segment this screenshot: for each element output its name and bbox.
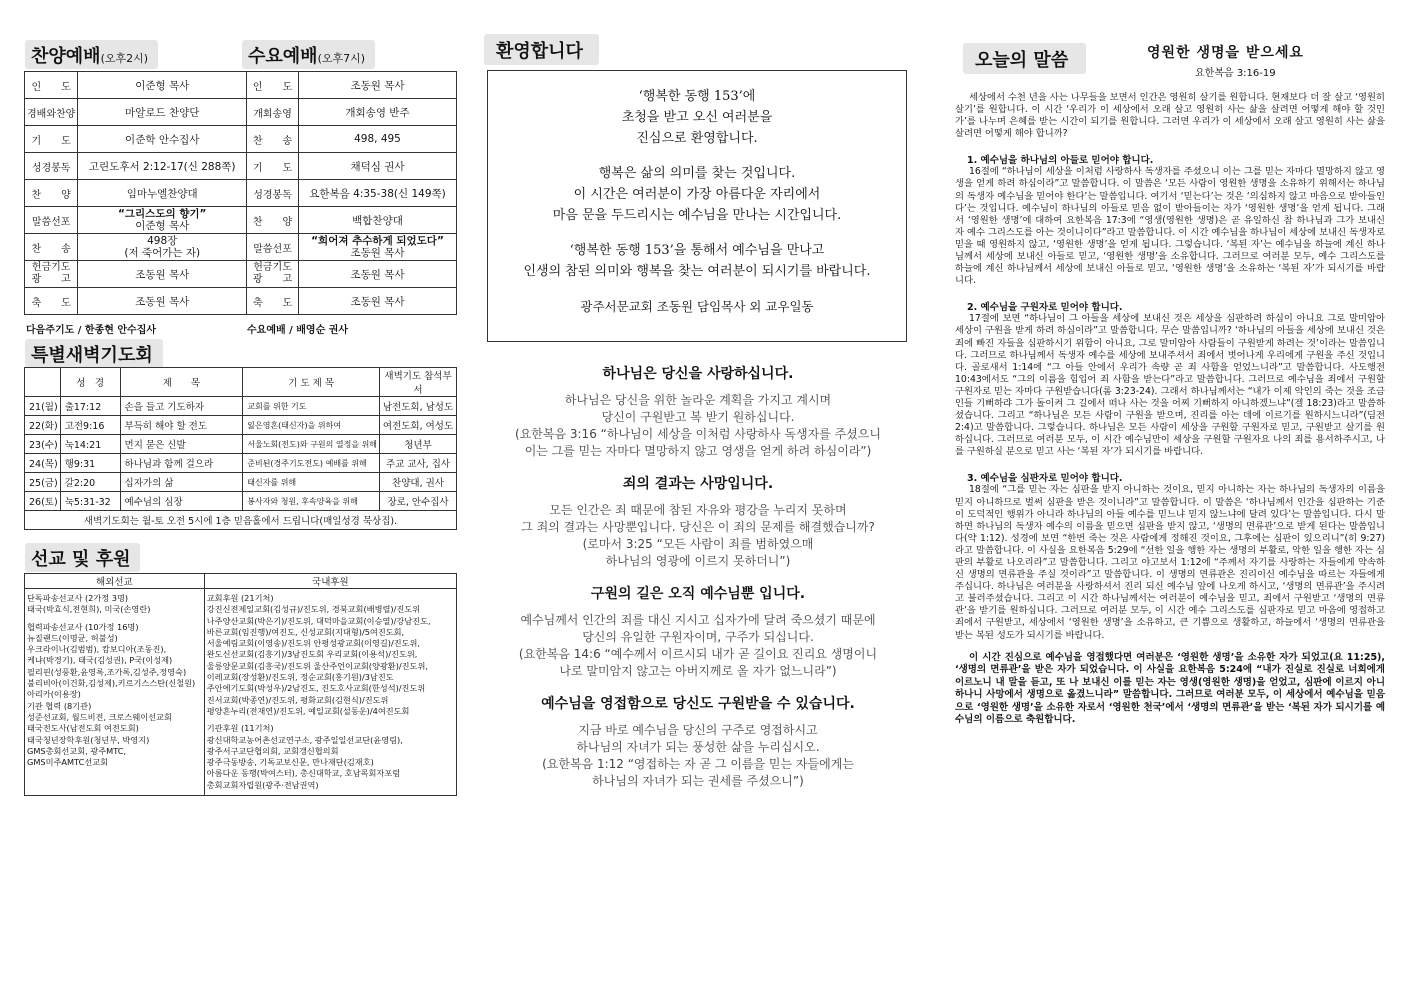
next-week-prayer: 다음주기도 / 한종현 안수집사	[26, 325, 157, 336]
service-value: 백합찬양대	[299, 207, 457, 234]
dawn-cell: 25(금)	[25, 473, 61, 492]
dawn-row	[25, 397, 457, 416]
dawn-header: 제 목	[120, 368, 243, 397]
gospel-line: (요한복음 3:16 “하나님이 세상을 이처럼 사랑하사 독생자를 주셨으니	[515, 427, 881, 441]
list-item: 울릉양문교회(김흥국)/진도위 울산주언이교회(양광환)/진도위,	[206, 660, 428, 671]
service-label: 말씀선포	[247, 234, 299, 261]
dawn-cell: 잃은영혼(태신자)을 위하여	[243, 416, 380, 435]
service-value: 채덕심 권사	[299, 153, 457, 180]
sermon-intro: 세상에서 수천 년을 사는 나무들을 보면서 인간은 영원히 살기를 원합니다. 현재보다 더 잘 살고 ‘영원히 살기’를 원합니다. 이 시간 ‘우리가 이 세상에서 오래 살고 영원히 사는 삶을 살려면 어떻게 해야 할 것인가’를 나누며 은혜를 받는 시간이 되기를 원합니다. 그러면 우리가 이 세상에서 오래 살고 영원히 사는 삶을 살려면 어떻게 해야 합니까?	[955, 92, 1385, 140]
sermon-points	[955, 152, 1385, 641]
welcome-box	[487, 70, 907, 342]
gospel-line: 하나님의 영광에 이르지 못하더니”)	[605, 554, 791, 568]
hymn-description: (저 죽어가는 자)	[124, 247, 201, 259]
gospel-section	[484, 474, 912, 570]
overseas-mission-header: 해외선교	[25, 574, 205, 589]
service-label: 찬 양	[25, 180, 78, 207]
list-item: 성준선교회, 월드비전, 크로스웨이선교회	[27, 711, 172, 722]
list-item: 아리카(이용장)	[27, 689, 81, 700]
domestic-support-list	[204, 589, 456, 796]
dawn-header: 새벽기도 참석부서	[380, 368, 457, 397]
wednesday-service-time: (오후7시)	[317, 52, 366, 65]
dawn-cell: 23(수)	[25, 435, 61, 454]
gospel-section-title: 하나님은 당신을 사랑하십니다.	[602, 366, 794, 382]
gospel-sections	[484, 354, 912, 790]
dawn-cell: 청년부	[380, 435, 457, 454]
gospel-section	[484, 584, 912, 680]
dawn-cell: 갈2:20	[60, 473, 120, 492]
mission-heading	[25, 543, 140, 572]
gospel-line: 당신의 유일한 구원자이며, 구주가 되십니다.	[582, 630, 814, 644]
service-row	[25, 99, 457, 126]
list-item: 아름다운 동행(박여스터), 총신대학교, 호남목회자포럼	[206, 768, 401, 779]
list-item: 기관 협력 (8기관)	[27, 700, 92, 711]
service-label: 개회송영	[247, 99, 299, 126]
list-item: GMS미주AMTC선교회	[27, 757, 109, 768]
dawn-row	[25, 473, 457, 492]
service-row	[25, 288, 457, 315]
dawn-cell: 하나님과 함께 걸으라	[120, 454, 243, 473]
dawn-header: 기 도 제 목	[243, 368, 380, 397]
service-label: 인 도	[25, 72, 78, 99]
offering-sub-label: 광 고	[31, 274, 71, 285]
sermon-point-heading: 1. 예수님을 하나님의 아들로 믿어야 합니다.	[967, 155, 1154, 167]
service-label: 성경봉독	[247, 180, 299, 207]
service-value: 요한복음 4:35-38(신 149쪽)	[299, 180, 457, 207]
dawn-cell: 손을 들고 기도하자	[120, 397, 243, 416]
service-label: 찬 송	[25, 234, 78, 261]
dawn-cell: 26(토)	[25, 492, 61, 511]
sunday-service-title: 찬양예배	[31, 46, 101, 67]
dawn-cell: 장로, 안수집사	[380, 492, 457, 511]
list-item: 광신대학교농어촌선교연구소, 광주일일선교단(윤영림),	[206, 734, 403, 745]
welcome-line: ‘행복한 동행 153’을 통해서 예수님을 만나고	[569, 243, 825, 258]
list-item: 강진신전제일교회(김성규)/진도위, 경북교회(배병렬)/진도위	[206, 604, 421, 615]
list-item: 진서교회(박종연)/진도위, 평화교회(김현식)/진도위	[206, 694, 389, 705]
sunday-service-time: (오후2시)	[100, 52, 149, 65]
service-row	[25, 234, 457, 261]
service-label: 말씀선포	[25, 207, 78, 234]
gospel-line: 그 죄의 결과는 사망뿐입니다. 당신은 이 죄의 문제를 해결했습니까?	[521, 520, 875, 534]
sermon-preacher: 이준형 목사	[135, 220, 190, 232]
gospel-section-title: 구원의 길은 오직 예수님뿐 입니다.	[590, 586, 806, 602]
service-value: 조동원 목사	[78, 288, 247, 315]
list-item: 태국(박효식,전현희), 미국(손영란)	[27, 604, 151, 615]
service-label: 인 도	[247, 72, 299, 99]
service-value: 498장 (저 죽어가는 자)	[78, 234, 247, 261]
service-label: 헌금기도 광 고	[247, 261, 299, 288]
dawn-row	[25, 454, 457, 473]
sermon-reference: 요한복음 3:16-19	[1195, 68, 1276, 79]
gospel-line: 모든 인간은 죄 때문에 참된 자유와 평강을 누리지 못하며	[549, 503, 847, 517]
list-item: 나주양산교회(박은기)/진도위, 대덕마을교회(이승열)/강남진도,	[206, 615, 431, 626]
service-value: 이준학 안수집사	[78, 126, 247, 153]
list-item: 태국청년장학후원(청년부, 박영지)	[27, 734, 150, 745]
list-item: 평양흔누리(전재연)/진도위, 예일교회(설동운)/4여진도회	[206, 705, 410, 716]
wednesday-prayer: 수요예배 / 배영순 권사	[247, 325, 349, 336]
welcome-line: 행복은 삶의 의미를 찾는 것입니다.	[598, 166, 796, 181]
gospel-line: 하나님은 당신을 위한 놀라운 계획을 가지고 계시며	[564, 393, 832, 407]
list-item: 필리핀(성풍환,윤영록,조가록,김성주,정영숙)	[27, 666, 187, 677]
dawn-cell: 행9:31	[60, 454, 120, 473]
dawn-cell: 남전도회, 남성도	[380, 397, 457, 416]
sermon-point-body: 18절에 “그를 믿는 자는 심판을 받지 아니하는 것이요, 믿지 아니하는 자는 하나님의 독생자의 이름을 믿지 아니하므로 벌써 심판을 받은 것이니라”고 말씀합니다. 이 말씀은 ‘하나님께서 인간을 심판하는 기준이 도덕적인 행위가 아니라 하나님의 아들 예수를 믿느냐 믿지 않느냐에 달려 있다’는 말씀입니다. 다시 말하면 하나님의 독생자 예수의 이름을 믿으면 심판을 받지 않고, ‘생명의 면류관’으로 받게 된다는 말씀입니다(약 1:12). 성경에 보면 “한번 죽는 것은 사람에게 정해진 것이요, 그후에는 심판이 있으리니”(히 9:27)라고 말씀합니다. 이 사실을 요한복음 5:29에 “선한 일을 행한 자는 생명의 부활로, 악한 일을 행한 자는 심판의 부활로 나오리라”고 말씀합니다. 그리고 야고보서 1:12에 “주께서 자기를 사랑하는 자들에게 약속하신 생명의 면류관을 주실 것이라”고 말씀합니다. 이 생명의 면류관은 진리이신 예수님을 따르는 자들에게 주십니다. 하나님은 여러분을 사랑하셔서 진리 되신 예수님 앞에 나오게 하시고, ‘생명의 면류관’을 주시려고 불러주셨습니다. 그리고 이 시간 하나님께서는 여러분이 예수님을 믿고, 죄에서 구원받고 ‘생명의 면류관’을 받기를 원하십니다. 그러므로 여러분 모두, 이 시간 예수 그리스도를 심판자로 믿고 마음에 영접하고 죄에서 구원받고, 세상에서 ‘영원한 생명’을 소유하고, 큰 기쁨으로 생활하고, 하늘에서 ‘생명의 면류관을 받는 복된 성도가 되시기를 바랍니다.	[955, 484, 1385, 641]
service-value: 498, 495	[299, 126, 457, 153]
dawn-row	[25, 435, 457, 454]
dawn-cell: 24(목)	[25, 454, 61, 473]
dawn-cell: 준비된(경주기도전도) 예배를 위해	[243, 454, 380, 473]
service-order-table	[24, 71, 457, 315]
welcome-line: 인생의 참된 의미와 행복을 찾는 여러분이 되시기를 바랍니다.	[523, 264, 871, 279]
service-label: 성경봉독	[25, 153, 78, 180]
welcome-title: 환영합니다	[496, 41, 583, 62]
sunday-service-heading	[25, 40, 158, 69]
list-item: 주안에기도회(박성우)/2남진도, 진도호사교회(한성석)/진도위	[206, 683, 426, 694]
dawn-cell: 눅5:31-32	[60, 492, 120, 511]
dawn-cell: 먼지 묻은 신발	[120, 435, 243, 454]
gospel-line: 지금 바로 예수님을 당신의 구주로 영접하시고	[578, 723, 818, 737]
service-label: 기 도	[25, 126, 78, 153]
dawn-cell: 태신자를 위해	[243, 473, 380, 492]
list-item: 협력파송선교사 (10가정 16명)	[27, 621, 139, 632]
list-item: 단독파송선교사 (2가정 3명)	[27, 593, 129, 603]
sermon-body	[955, 92, 1385, 736]
list-item: 교회후원 (21기처)	[206, 593, 274, 603]
service-label: 경배와찬양	[25, 99, 78, 126]
offering-sub-label: 광 고	[252, 274, 293, 285]
list-item: 이레교회(장성환)/진도위, 정순교회(홍기원)/3남진도	[206, 672, 394, 683]
welcome-line: 초청을 받고 오신 여러분을	[621, 110, 773, 125]
service-value: 임마누엘찬양대	[78, 180, 247, 207]
gospel-line: 하나님의 자녀가 되는 풍성한 삶을 누리십시오.	[576, 740, 820, 754]
list-item: GMS총회선교회, 광주MTC,	[27, 745, 127, 756]
welcome-line: 진심으로 환영합니다.	[636, 131, 758, 146]
service-value: 개회송영 반주	[299, 99, 457, 126]
gospel-section-title: 예수님을 영접함으로 당신도 구원받을 수 있습니다.	[541, 696, 855, 712]
dawn-cell: 교회를 위한 기도	[243, 397, 380, 416]
dawn-cell: 예수님의 심장	[120, 492, 243, 511]
gospel-section-title: 죄의 결과는 사망입니다.	[622, 476, 774, 492]
service-value: 고린도후서 2:12-17(신 288쪽)	[78, 153, 247, 180]
overseas-mission-list	[25, 589, 205, 796]
list-item: 기관후원 (11기처)	[206, 723, 274, 734]
service-label: 축 도	[25, 288, 78, 315]
welcome-line: ‘행복한 동행 153’에	[638, 89, 756, 104]
service-value: 마알로드 찬양단	[78, 99, 247, 126]
mission-support-table	[24, 573, 457, 796]
dawn-header	[25, 368, 61, 397]
dawn-cell: 출17:12	[60, 397, 120, 416]
dawn-note: 새벽기도회는 월-토 오전 5시에 1층 믿음홀에서 드립니다(매일성경 묵상집).	[25, 511, 457, 530]
service-value: 조동원 목사	[299, 288, 457, 315]
service-label: 찬 송	[247, 126, 299, 153]
gospel-line: (로마서 3:25 “모든 사람이 죄를 범하였으매	[582, 537, 814, 551]
service-value: 조동원 목사	[299, 72, 457, 99]
dawn-cell: 주교 교사, 집사	[380, 454, 457, 473]
dawn-prayer-heading	[25, 339, 163, 368]
dawn-cell: 22(화)	[25, 416, 61, 435]
gospel-section	[484, 694, 912, 790]
service-row	[25, 207, 457, 234]
dawn-row	[25, 416, 457, 435]
gospel-section	[484, 364, 912, 460]
service-value: “희어져 추수하게 되었도다” 조동원 목사	[299, 234, 457, 261]
service-row	[25, 261, 457, 288]
service-label: 헌금기도 광 고	[25, 261, 78, 288]
dawn-row	[25, 492, 457, 511]
sermon-title: 영원한 생명을 받으세요	[1147, 45, 1304, 61]
list-item: 광주극동방송, 기독교보신문, 만나재단(김재호)	[206, 757, 374, 768]
welcome-line: 이 시간은 여러분이 가장 아름다운 자리에서	[573, 187, 821, 202]
sermon-point-body: 17절에 보면 “하나님이 그 아들을 세상에 보내신 것은 세상을 심판하려 하심이 아니요 그로 말미암아 세상이 구원을 받게 하려 하심이라”고 말씀합니다. 무슨 말씀입니까? ‘하나님의 아들을 세상에 보내신 것은 죄에 빠진 자들을 심판하시기 위함이 아니요, 그로 말미암아 사람들이 구원받게 하려는 것’이라는 말씀입니다. 그러므로 하나님께서 독생자 예수를 세상에 보내주셔서 죄에서 벗어나게 우리에게 구원을 주신 것입니다. 골로새서 1:14에 “그 아들 안에서 우리가 속량 곧 죄 사함을 얻었느니라”고 말씀합니다. 사도행전 10:43에서도 “그의 이름을 힘입어 죄 사함을 받는다”라고 말씀합니다. 그러므로 예수님을 죄에서 구원할 구원자로 믿는 자마다 구원받습니다(롬 3:23-24). 그래서 하나님께서는 “내가 이제 악인의 죽는 것을 조금인들 기뻐하랴 그가 돌이켜 그 길에서 떠나 사는 것을 어찌 기뻐하지 아니하겠느냐”(겔 18:23)라고 말씀하셨습니다. 그리고 “하나님은 모든 사람이 구원을 받으며, 진리를 아는 데에 이르기를 원하시느니라”(딤전 2:4)고 말씀합니다. 그렇습니다. 하나님은 모든 사람이 세상을 구원할 구원자로 믿고, 구원받고 살기를 원하십니다. 그러므로 여러분 모두, 이 시간 예수님만이 세상을 구원할 구원자요 나의 죄를 용서하주시고, 나를 구원하실 분으로 믿고 사는 ‘복된 자’가 되시기를 바랍니다.	[955, 313, 1386, 458]
dawn-cell: 십자가의 삶	[120, 473, 243, 492]
dawn-prayer-title: 특별새벽기도회	[31, 345, 153, 366]
dawn-cell: 고전9:16	[60, 416, 120, 435]
next-week-notes	[26, 321, 459, 336]
service-label: 찬 양	[247, 207, 299, 234]
wednesday-service-title: 수요예배	[248, 46, 318, 67]
gospel-line: (요한복음 1:12 “영접하는 자 곧 그 이름을 믿는 자들에게는	[542, 757, 854, 771]
gospel-line: 예수님께서 인간의 죄를 대신 지시고 십자가에 달려 죽으셨기 때문에	[520, 613, 876, 627]
list-item: 케냐(박경기), 태국(김성권), P국(이성제)	[27, 655, 173, 666]
dawn-note-row	[25, 511, 457, 530]
dawn-cell: 봉사자와 청원, 후속양육을 위해	[243, 492, 380, 511]
service-row	[25, 153, 457, 180]
dawn-cell: 여전도회, 여성도	[380, 416, 457, 435]
gospel-line: 이는 그를 믿는 자마다 멸망하지 않고 영생을 얻게 하려 하심이라”)	[524, 444, 872, 458]
list-item: 뉴질랜드(이명균, 허불성)	[27, 632, 118, 643]
list-item: 불리비아(이건화,김성제),키르기스스탄(신철원)	[27, 678, 196, 689]
list-item: 우크라이나(김범범), 캄보디아(조동진),	[27, 644, 167, 655]
dawn-header: 성 경	[60, 368, 120, 397]
service-label: 축 도	[247, 288, 299, 315]
dawn-cell: 21(월)	[25, 397, 61, 416]
gospel-line: 하나님의 자녀가 되는 권세를 주셨으니”)	[592, 774, 804, 788]
sermon-point-body: 16절에 “하나님이 세상을 이처럼 사랑하사 독생자를 주셨으니 이는 그를 믿는 자마다 멸망하지 않고 영생을 얻게 하려 하심이라”고 말씀합니다. 이 말씀은 ‘모든 사람이 영원한 생명을 소유하기 위해서는 하나님의 독생자 예수님을 믿어야 한다’는 말씀입니다. 여기서 ‘믿는다’는 것은 ‘의심하지 않고 마음으로 받아들인다’는 것입니다. 예수님이 하나님의 아들로 믿음 없이 받아들이는 자가 ‘영원한 생명’을 얻게 됩니다. 그래서 ‘영원한 생명’에 대하여 요한복음 17:3에 “영생(영원한 생명)은 곧 유일하신 참 하나님과 그가 보내신 자 예수 그리스도를 아는 것이니이다”라고 말씀합니다. 이 시간 예수님을 하나님이 세상에 보내신 독생자로 믿을 때 영원하지 않고, ‘영원한 생명’을 얻게 됩니다. 그렇습니다. ‘복된 자’는 예수님을 하늘에 계신 하나님께서 세상에 보내신 아들로 믿고, ‘영원한 생명’을 소유합니다. 그러므로 여러분 모두, 예수 그리스도를 하늘에 계신 하나님께서 세상에 보내신 아들로 믿고, ‘영원한 생명’을 소유하는 ‘복된 자’가 되시기를 바랍니다.	[955, 166, 1385, 287]
sermon-closing: 이 시간 진심으로 예수님을 영접했다면 여러분은 ‘영원한 생명’을 소유한 자가 되었고(요 11:25), ‘생명의 면류관’을 받은 자가 되었습니다. 이 사실을 요한복음 5:24에 “내가 진실로 진실로 너희에게 이르노니 내 말을 듣고, 또 나 보내신 이를 믿는 자는 영생(영원한 생명)을 얻었고, 심판에 이르지 아니하나니 사망에서 생명으로 옮겼느니라” 말씀합니다. 그러므로 여러분 모두, 이 세상에서 예수님을 믿음으로 ‘영원한 생명’을 소유한 자로서 ‘영원한 천국’에서 ‘생명의 면류관’을 받는 ‘복된 자가 되시기를 예수님의 이름으로 축원합니다.	[955, 651, 1385, 726]
dawn-cell: 찬양대, 권사	[380, 473, 457, 492]
service-row	[25, 126, 457, 153]
gospel-line: 당신이 구원받고 복 받기 원하십니다.	[601, 410, 795, 424]
welcome-line: 마음 문을 두드리시는 예수님을 만나는 시간입니다.	[552, 208, 842, 223]
gospel-line: 나로 말미암지 않고는 아버지께로 올 자가 없느니라”)	[559, 664, 837, 678]
list-item: 총회교회자립원(광주·전남권역)	[206, 779, 319, 790]
list-item: 서울예림교회(이영송)/진도위 안평성광교회(이영길)/진도위,	[206, 638, 421, 649]
list-item: 태국전도사(남전도회 여전도회)	[27, 723, 139, 734]
dawn-cell: 눅14:21	[60, 435, 120, 454]
service-value: 조동원 목사	[299, 261, 457, 288]
dawn-prayer-table	[24, 367, 457, 530]
sermon-heading	[963, 43, 1086, 74]
list-item: 광주서구교단협의회, 교회갱신협의회	[206, 745, 339, 756]
sermon-header: 오늘의 말씀	[975, 50, 1069, 71]
sermon-preacher: 조동원 목사	[350, 247, 405, 259]
mission-title: 선교 및 후원	[31, 549, 131, 570]
wednesday-service-heading	[242, 40, 375, 69]
gospel-line: (요한복음 14:6 “예수께서 이르시되 내가 곧 길이요 진리요 생명이니	[518, 647, 878, 661]
dawn-cell: 부득히 해야 할 전도	[120, 416, 243, 435]
service-value: “그리스도의 향기” 이준형 목사	[78, 207, 247, 234]
list-item: 바른교회(임진행)/여진도, 신성교회(지대형)/5여진도회,	[206, 626, 405, 637]
sermon-point-heading: 3. 예수님을 심판자로 믿어야 합니다.	[967, 473, 1123, 485]
service-row	[25, 72, 457, 99]
list-item: 완도신선교회(김흥기)/3남진도회 우리교회(이용석)/진도위,	[206, 649, 418, 660]
welcome-signature: 광주서문교회 조동원 담임목사 외 교우일동	[580, 299, 814, 314]
service-value: 조동원 목사	[78, 261, 247, 288]
domestic-support-header: 국내후원	[204, 574, 456, 589]
welcome-heading	[484, 34, 599, 65]
service-value: 이준형 목사	[78, 72, 247, 99]
service-label: 기 도	[247, 153, 299, 180]
sermon-point-heading: 2. 예수님을 구원자로 믿어야 합니다.	[967, 302, 1123, 314]
dawn-cell: 서울노회(전도)와 구원의 열정을 위해	[243, 435, 380, 454]
service-row	[25, 180, 457, 207]
